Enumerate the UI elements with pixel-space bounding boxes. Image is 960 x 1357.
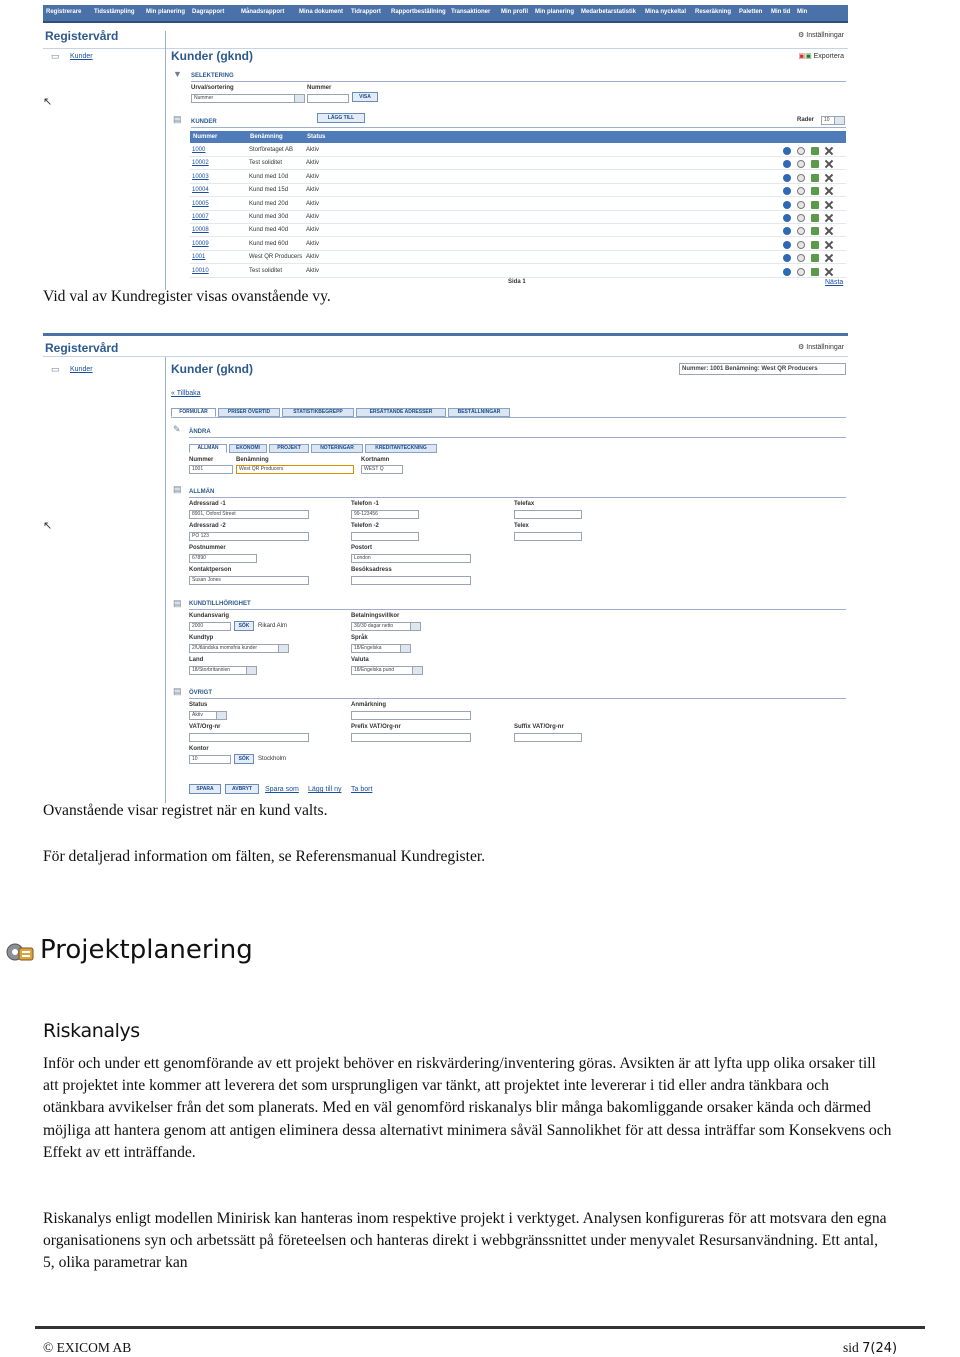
rows-select[interactable] <box>821 116 845 125</box>
customer-name: Kund med 15d <box>249 187 289 194</box>
visit-address-field[interactable] <box>351 576 471 585</box>
main-tab[interactable]: PRISER ÖVERTID <box>218 408 280 417</box>
info-icon[interactable] <box>783 227 791 235</box>
nav-item[interactable]: Min tid <box>771 9 791 15</box>
info-icon[interactable] <box>783 174 791 182</box>
sidebar-divider <box>165 357 166 803</box>
folder-icon: ▭ <box>51 51 60 61</box>
name-field[interactable]: West QR Producers <box>236 465 354 474</box>
phone2-label: Telefon -2 <box>351 523 379 529</box>
footer-company: © EXICOM AB <box>43 1340 132 1355</box>
sub-tab[interactable]: NOTERINGAR <box>311 444 363 453</box>
nav-item[interactable]: Paletten <box>739 9 763 15</box>
edit-icon[interactable] <box>811 254 819 262</box>
sort-select[interactable] <box>191 94 305 103</box>
export-button[interactable] <box>798 52 844 60</box>
customer-status: Aktiv <box>306 173 320 180</box>
general-heading: ALLMÄN <box>189 489 215 495</box>
customer-name: Kund med 30d <box>249 214 289 220</box>
table-header <box>190 131 846 143</box>
phone1-field[interactable]: 99-123456 <box>351 510 419 519</box>
sort-label: Urval/sortering <box>191 85 234 91</box>
table-row[interactable] <box>190 184 846 197</box>
office-search-button[interactable]: SÖK <box>234 754 254 764</box>
customer-detail-screenshot <box>43 333 848 803</box>
footer-page-number <box>843 1340 897 1356</box>
delete-icon[interactable] <box>825 174 833 182</box>
next-page-link[interactable]: Nästa <box>825 279 844 286</box>
table-row[interactable] <box>190 144 846 157</box>
customer-status: Aktiv <box>306 214 320 220</box>
edit-icon[interactable] <box>811 227 819 235</box>
row-actions <box>783 268 838 276</box>
customer-number-link[interactable]: 10008 <box>192 227 209 234</box>
section-rule <box>189 609 846 610</box>
addr2-field[interactable]: PO 123 <box>189 532 309 541</box>
selection-heading: SELEKTERING <box>191 73 234 79</box>
resp-search-button[interactable]: SÖK <box>234 621 254 631</box>
visit-address-label: Besöksadress <box>351 567 392 573</box>
resp-field[interactable]: 2000 <box>189 622 231 631</box>
customer-status: Aktiv <box>306 160 320 167</box>
status-select[interactable]: Aktiv <box>189 711 227 720</box>
info-icon[interactable] <box>783 187 791 195</box>
sub-tab[interactable]: PROJEKT <box>269 444 309 453</box>
settings-button[interactable]: ⚙ Inställningar <box>798 344 844 351</box>
pdf-icon: ▣ <box>798 53 806 60</box>
nav-item[interactable]: Min <box>797 9 808 15</box>
excel-icon: ▣ <box>805 53 812 60</box>
add-button[interactable]: LÄGG TILL <box>317 113 365 123</box>
row-actions <box>783 174 838 182</box>
row-actions <box>783 254 838 262</box>
city-label: Postort <box>351 545 372 551</box>
add-new-link[interactable]: Lägg till ny <box>308 786 342 793</box>
phone1-label: Telefon -1 <box>351 501 379 507</box>
delete-icon[interactable] <box>825 241 833 249</box>
customer-status: Aktiv <box>306 267 320 274</box>
rows-value: 10 <box>824 117 830 123</box>
history-icon[interactable] <box>797 174 805 182</box>
edit-icon: ✎ <box>173 424 181 434</box>
page-number: 7(24) <box>862 1341 898 1356</box>
table-row[interactable] <box>190 265 846 278</box>
sidebar-divider <box>165 31 166 290</box>
prefix-field[interactable] <box>351 733 471 742</box>
table-row[interactable] <box>190 251 846 264</box>
customer-number-link[interactable]: 10003 <box>192 173 209 180</box>
main-tab[interactable]: BESTÄLLNINGAR <box>448 408 510 417</box>
section-icon: ▤ <box>173 484 182 494</box>
delete-icon[interactable] <box>825 187 833 195</box>
top-navigation <box>43 5 848 23</box>
paragraph-risk-intro: Inför och under ett genomförande av ett projekt behöver en riskvärdering/inventering göras. Avsikten är att lyfta upp olika orsaker till att projektet inte kommer att leverera det som ursprungligen var tänkt, att projektet inte levererar i tid eller andra tänkbara och otänkbara avvikelser från det som planerats. Med en väl genomförd riskanalys blir många bakomliggande orsaker kända och därmed möjliga att hantera genom att antigen eliminera dessa alternativt minimera såväl Sannolikhet för att dessa inträffar som Konsekvens och Effekt av ett inträffande. <box>43 1055 892 1161</box>
app-title: Registervård <box>45 341 119 355</box>
resp-name: Rikard Alm <box>258 623 288 629</box>
export-label: Exportera <box>813 53 844 60</box>
folder-icon: ▭ <box>51 364 60 374</box>
edit-icon[interactable] <box>811 268 819 276</box>
page-title: Kunder (gknd) <box>171 49 253 63</box>
customer-name: Test soliditet <box>249 160 283 167</box>
save-button[interactable]: SPARA <box>189 784 221 794</box>
info-icon[interactable] <box>783 268 791 276</box>
shortname-field[interactable]: WEST Q <box>361 465 403 474</box>
settings-label: Inställningar <box>806 32 844 39</box>
history-icon[interactable] <box>797 268 805 276</box>
row-actions <box>783 160 838 168</box>
table-row[interactable] <box>190 198 846 211</box>
mouse-cursor-icon: ↖ <box>43 96 53 108</box>
nav-item[interactable]: Rapportbeställning <box>391 9 446 15</box>
shortname-label: Kortnamn <box>361 457 390 463</box>
customer-number-link[interactable]: 10002 <box>192 160 209 167</box>
edit-icon[interactable] <box>811 160 819 168</box>
payterms-label: Betalningsvillkor <box>351 613 400 619</box>
customer-list-screenshot <box>43 5 848 290</box>
row-actions <box>783 214 838 222</box>
sub-tab[interactable]: KREDITANTECKNING <box>365 444 437 453</box>
change-heading: ÄNDRA <box>189 429 211 435</box>
nav-item[interactable]: Reseräkning <box>695 9 732 15</box>
column-header[interactable]: Nummer <box>193 134 218 140</box>
addr2-label: Adressrad -2 <box>189 523 226 529</box>
main-tab[interactable]: STATISTIKBEGREPP <box>282 408 354 417</box>
row-actions <box>783 187 838 195</box>
history-icon[interactable] <box>797 241 805 249</box>
history-icon[interactable] <box>797 227 805 235</box>
main-tab[interactable]: FORMULÄR <box>171 408 216 417</box>
addr1-field[interactable]: 8901, Oxford Street <box>189 510 309 519</box>
postno-field[interactable]: 67890 <box>189 554 257 563</box>
delete-icon[interactable] <box>825 147 833 155</box>
contact-field[interactable]: Susan Jones <box>189 576 309 585</box>
nav-item[interactable]: Tidsstämpling <box>94 9 135 15</box>
customer-status: Aktiv <box>306 240 320 247</box>
page-title: Kunder (gknd) <box>171 362 253 376</box>
gears-icon <box>5 940 35 966</box>
number-label: Nummer <box>307 85 332 91</box>
number-input[interactable] <box>307 94 349 103</box>
customer-status: Aktiv <box>306 187 320 194</box>
settings-button[interactable]: ⚙ Inställningar <box>798 32 844 39</box>
type-select[interactable]: 2/Utländska momsfria kunder <box>189 644 289 653</box>
note-field[interactable] <box>351 711 471 720</box>
currency-select[interactable]: 18/Engelska pund <box>351 666 423 675</box>
customer-status: Aktiv <box>306 147 320 153</box>
row-actions <box>783 241 838 249</box>
save-as-link[interactable]: Spara som <box>265 786 299 793</box>
info-icon[interactable] <box>783 254 791 262</box>
resp-label: Kundansvarig <box>189 613 230 619</box>
history-icon[interactable] <box>797 254 805 262</box>
vat-field[interactable] <box>189 733 309 742</box>
info-icon[interactable] <box>783 201 791 209</box>
page-prefix: sid <box>843 1340 859 1355</box>
office-label: Kontor <box>189 746 209 752</box>
row-actions <box>783 147 838 155</box>
table-row[interactable] <box>190 157 846 170</box>
table-row[interactable] <box>190 171 846 184</box>
nav-item[interactable]: Transaktioner <box>451 9 491 15</box>
customer-number-link[interactable]: 1001 <box>192 254 206 261</box>
delete-icon[interactable] <box>825 227 833 235</box>
prefix-label: Prefix VAT/Org-nr <box>351 724 401 730</box>
nav-item[interactable]: Min planering <box>535 9 574 15</box>
customer-number-link[interactable]: 1000 <box>192 147 206 153</box>
section-rule <box>189 437 846 438</box>
section-rule <box>189 497 846 498</box>
customer-status: Aktiv <box>306 200 320 207</box>
section-icon: ▤ <box>173 686 182 696</box>
info-icon[interactable] <box>783 147 791 155</box>
nav-item[interactable]: Månadsrapport <box>241 9 285 15</box>
lang-label: Språk <box>351 635 368 641</box>
customer-status: Aktiv <box>306 254 320 261</box>
row-actions <box>783 227 838 235</box>
telex-field[interactable] <box>514 532 582 541</box>
edit-icon[interactable] <box>811 214 819 222</box>
app-header <box>43 333 848 357</box>
nav-item[interactable]: Mina dokument <box>299 9 344 15</box>
table-row[interactable] <box>190 211 846 224</box>
customer-status: Aktiv <box>306 227 320 234</box>
customer-number-link[interactable]: 10005 <box>192 200 209 207</box>
history-icon[interactable] <box>797 187 805 195</box>
note-label: Anmärkning <box>351 702 387 708</box>
sidebar-link-kunder[interactable]: Kunder <box>70 366 93 373</box>
edit-icon[interactable] <box>811 187 819 195</box>
back-link[interactable]: « Tillbaka <box>171 390 201 397</box>
addr1-label: Adressrad -1 <box>189 501 226 507</box>
table-row[interactable] <box>190 224 846 237</box>
country-label: Land <box>189 657 204 663</box>
name-label: Benämning <box>236 457 269 463</box>
suffix-field[interactable] <box>514 733 582 742</box>
nav-item[interactable]: Medarbetarstatistik <box>581 9 637 15</box>
sidebar-link-kunder[interactable]: Kunder <box>70 53 93 60</box>
info-icon[interactable] <box>783 241 791 249</box>
nav-item[interactable]: Tidrapport <box>351 9 381 15</box>
status-label: Status <box>189 702 208 708</box>
filter-icon: ▼ <box>173 69 182 79</box>
edit-icon[interactable] <box>811 174 819 182</box>
section-rule <box>191 127 846 128</box>
mouse-cursor-icon: ↖ <box>43 520 53 532</box>
delete-icon[interactable] <box>825 214 833 222</box>
customer-number-link[interactable]: 10009 <box>192 240 209 247</box>
section-heading: Projektplanering <box>40 935 253 965</box>
delete-icon[interactable] <box>825 201 833 209</box>
type-label: Kundtyp <box>189 635 214 641</box>
section-rule <box>171 417 846 418</box>
history-icon[interactable] <box>797 160 805 168</box>
contact-label: Kontaktperson <box>189 567 232 573</box>
edit-icon[interactable] <box>811 241 819 249</box>
app-header <box>43 23 848 49</box>
country-select[interactable]: 18/Storbritannien <box>189 666 257 675</box>
nav-item[interactable]: Min profil <box>501 9 528 15</box>
nav-item[interactable]: Registrerare <box>46 9 82 15</box>
caption-reference: För detaljerad information om fälten, se Referensmanual Kundregister. <box>43 848 486 865</box>
show-button[interactable]: VISA <box>352 92 378 102</box>
paragraph-risk-model: Riskanalys enligt modellen Minirisk kan hanteras inom respektive projekt i verktyget. Analysen konfigureras för att motsvara den egna organisationens syn och arbetssätt på företeelsen och hanteras direkt i webbgränssnittet under menyvalet Resursanvändning. Ett antal, 5, olika parametrar kan <box>43 1210 887 1272</box>
subsection-heading: Riskanalys <box>43 1020 140 1042</box>
delete-icon[interactable] <box>825 160 833 168</box>
fax-field[interactable] <box>514 510 582 519</box>
delete-icon[interactable] <box>825 268 833 276</box>
nav-item[interactable]: Dagrapport <box>192 9 225 15</box>
loyalty-heading: KUNDTILLHÖRIGHET <box>189 601 251 607</box>
customer-name: Test soliditet <box>249 267 283 274</box>
page-indicator: Sida 1 <box>508 279 526 285</box>
main-tab[interactable]: ERSÄTTANDE ADRESSER <box>356 408 446 417</box>
cancel-button[interactable]: AVBRYT <box>225 784 259 794</box>
customer-name: West QR Producers <box>249 254 303 261</box>
postno-label: Postnummer <box>189 545 226 551</box>
sub-tab[interactable]: ALLMÄN <box>189 444 227 453</box>
selected-customer-summary: Nummer: 1001 Benämning: West QR Producers <box>679 363 846 375</box>
fax-label: Telefax <box>514 501 535 507</box>
office-field[interactable]: 10 <box>189 755 231 764</box>
customers-heading: KUNDER <box>191 119 217 125</box>
section-rule <box>191 81 846 82</box>
history-icon[interactable] <box>797 214 805 222</box>
edit-icon[interactable] <box>811 201 819 209</box>
rows-label: Rader <box>797 117 815 123</box>
city-field[interactable]: London <box>351 554 471 563</box>
nav-item[interactable]: Mina nyckeltal <box>645 9 687 15</box>
customer-number-link[interactable]: 10007 <box>192 214 209 220</box>
office-name: Stockholm <box>258 756 287 762</box>
other-heading: ÖVRIGT <box>189 690 213 696</box>
history-icon[interactable] <box>797 147 805 155</box>
column-header[interactable]: Benämning <box>250 134 283 140</box>
customer-number-link[interactable]: 10010 <box>192 267 209 274</box>
caption-detail-view: Ovanstående visar registret när en kund valts. <box>43 802 328 819</box>
customer-name: Storföretaget AB <box>249 147 294 153</box>
sort-value: Nummer <box>194 95 214 101</box>
customer-name: Kund med 10d <box>249 173 289 180</box>
delete-link[interactable]: Ta bort <box>351 786 373 793</box>
customer-number-link[interactable]: 10004 <box>192 187 209 194</box>
nav-item[interactable]: Min planering <box>146 9 185 15</box>
telex-label: Telex <box>514 523 529 529</box>
customer-name: Kund med 60d <box>249 240 289 247</box>
info-icon[interactable] <box>783 160 791 168</box>
table-row[interactable] <box>190 238 846 251</box>
number-label: Nummer <box>189 457 214 463</box>
customer-name: Kund med 20d <box>249 200 289 207</box>
row-actions <box>783 201 838 209</box>
edit-icon[interactable] <box>811 147 819 155</box>
section-icon: ▤ <box>173 598 182 608</box>
vat-label: VAT/Org-nr <box>189 724 221 730</box>
lang-select[interactable]: 18/Engelska <box>351 644 411 653</box>
settings-label: Inställningar <box>806 344 844 351</box>
payterms-select[interactable]: 30/30 dagar netto <box>351 622 421 631</box>
footer-divider <box>35 1326 925 1329</box>
suffix-label: Suffix VAT/Org-nr <box>514 724 564 730</box>
column-header[interactable]: Status <box>307 134 326 140</box>
history-icon[interactable] <box>797 201 805 209</box>
info-icon[interactable] <box>783 214 791 222</box>
phone2-field[interactable] <box>351 532 419 541</box>
number-field[interactable]: 1001 <box>189 465 233 474</box>
section-rule <box>189 698 846 699</box>
delete-icon[interactable] <box>825 254 833 262</box>
currency-label: Valuta <box>351 657 369 663</box>
caption-list-view: Vid val av Kundregister visas ovanstående vy. <box>43 288 331 305</box>
list-icon: ▤ <box>173 114 182 124</box>
sub-tab[interactable]: EKONOMI <box>229 444 267 453</box>
app-title: Registervård <box>45 29 119 43</box>
customer-name: Kund med 40d <box>249 227 289 234</box>
